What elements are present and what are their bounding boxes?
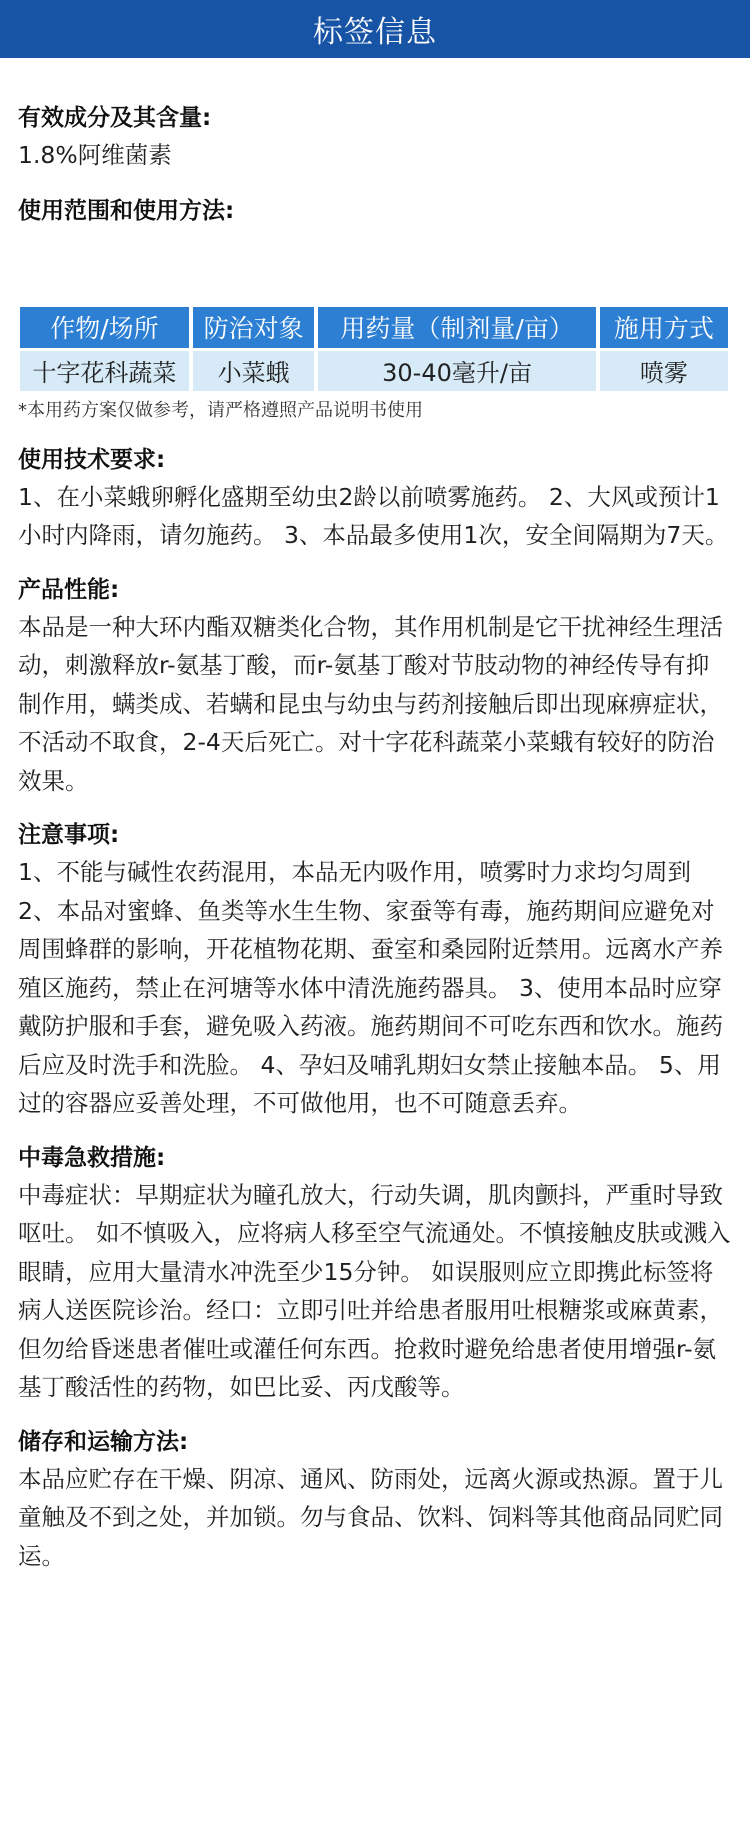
- first-aid-text: 中毒症状：早期症状为瞳孔放大，行动失调，肌肉颤抖，严重时导致呕吐。 如不慎吸入，应将病人移至空气流通处。不慎接触皮肤或溅入眼睛，应用大量清水冲洗至少15分钟。 如误服则应立即携此标签将病人送医院诊治。经口：立即引吐并给患者服用吐根糖浆或麻黄素，但勿给昏迷患者催吐或灌任何东西。抢救时避免给患者使用增强r-氨基丁酸活性的药物，如巴比妥、丙戊酸等。: [18, 1180, 731, 1401]
- precautions-text: 1、不能与碱性农药混用，本品无内吸作用，喷雾时力求均匀周到 2、本品对蜜蜂、鱼类等水生生物、家蚕等有毒，施药期间应避免对周围蜂群的影响，开花植物花期、蚕室和桑园附近禁用。远离水产养殖区施药，禁止在河塘等水体中清洗施药器具。 3、使用本品时应穿戴防护服和手套，避免吸入药液。施药期间不可吃东西和饮水。施药后应及时洗手和洗脸。 4、孕妇及哺乳期妇女禁止接触本品。 5、用过的容器应妥善处理，不可做他用，也不可随意丢弃。: [18, 858, 723, 1117]
- usage-note: *本用药方案仅做参考，请严格遵照产品说明书使用: [18, 399, 423, 421]
- column-header-dosage: 用药量（制剂量/亩）: [318, 307, 595, 351]
- storage-section: [18, 1424, 732, 1576]
- usage-table-header-row: [20, 307, 728, 351]
- cell-crop: 十字花科蔬菜: [20, 351, 189, 391]
- usage-section: [18, 193, 732, 425]
- table-row: [20, 351, 728, 391]
- label-content: [0, 100, 750, 1575]
- technical-section: [18, 442, 732, 555]
- column-header-target: 防治对象: [193, 307, 315, 351]
- column-header-method: 施用方式: [600, 307, 728, 351]
- performance-title: 产品性能:: [18, 576, 120, 603]
- usage-title: 使用范围和使用方法:: [18, 197, 235, 224]
- page-header: [0, 0, 750, 58]
- storage-title: 储存和运输方法:: [18, 1428, 189, 1455]
- cell-dosage: 30-40毫升/亩: [318, 351, 595, 391]
- technical-title: 使用技术要求:: [18, 446, 166, 473]
- first-aid-title: 中毒急救措施:: [18, 1144, 166, 1171]
- precautions-section: [18, 817, 732, 1123]
- usage-table: [16, 307, 732, 391]
- ingredients-section: [18, 100, 732, 175]
- precautions-title: 注意事项:: [18, 822, 120, 848]
- ingredients-text: 1.8%阿维菌素: [18, 141, 172, 169]
- performance-text: 本品是一种大环内酯双糖类化合物，其作用机制是它干扰神经生理活动，刺激释放r-氨基丁酸，而r-氨基丁酸对节肢动物的神经传导有抑制作用，螨类成、若螨和昆虫与幼虫与药剂接触后即出现麻痹症状，不活动不取食，2-4天后死亡。对十字花科蔬菜小菜蛾有较好的防治效果。: [18, 612, 723, 795]
- performance-section: [18, 572, 732, 801]
- storage-text: 本品应贮存在干燥、阴凉、通风、防雨处，远离火源或热源。置于儿童触及不到之处，并加锁。勿与食品、饮料、饲料等其他商品同贮同运。: [18, 1464, 723, 1570]
- column-header-crop: 作物/场所: [20, 307, 189, 351]
- technical-text: 1、在小菜蛾卵孵化盛期至幼虫2龄以前喷雾施药。 2、大风或预计1小时内降雨，请勿施药。 3、本品最多使用1次，安全间隔期为7天。: [18, 482, 729, 549]
- cell-method: 喷雾: [600, 351, 728, 391]
- ingredients-title: 有效成分及其含量:: [18, 105, 212, 131]
- first-aid-section: [18, 1140, 732, 1407]
- usage-table-wrapper: [18, 307, 732, 391]
- page-title: 标签信息: [313, 15, 437, 50]
- cell-target: 小菜蛾: [193, 351, 315, 391]
